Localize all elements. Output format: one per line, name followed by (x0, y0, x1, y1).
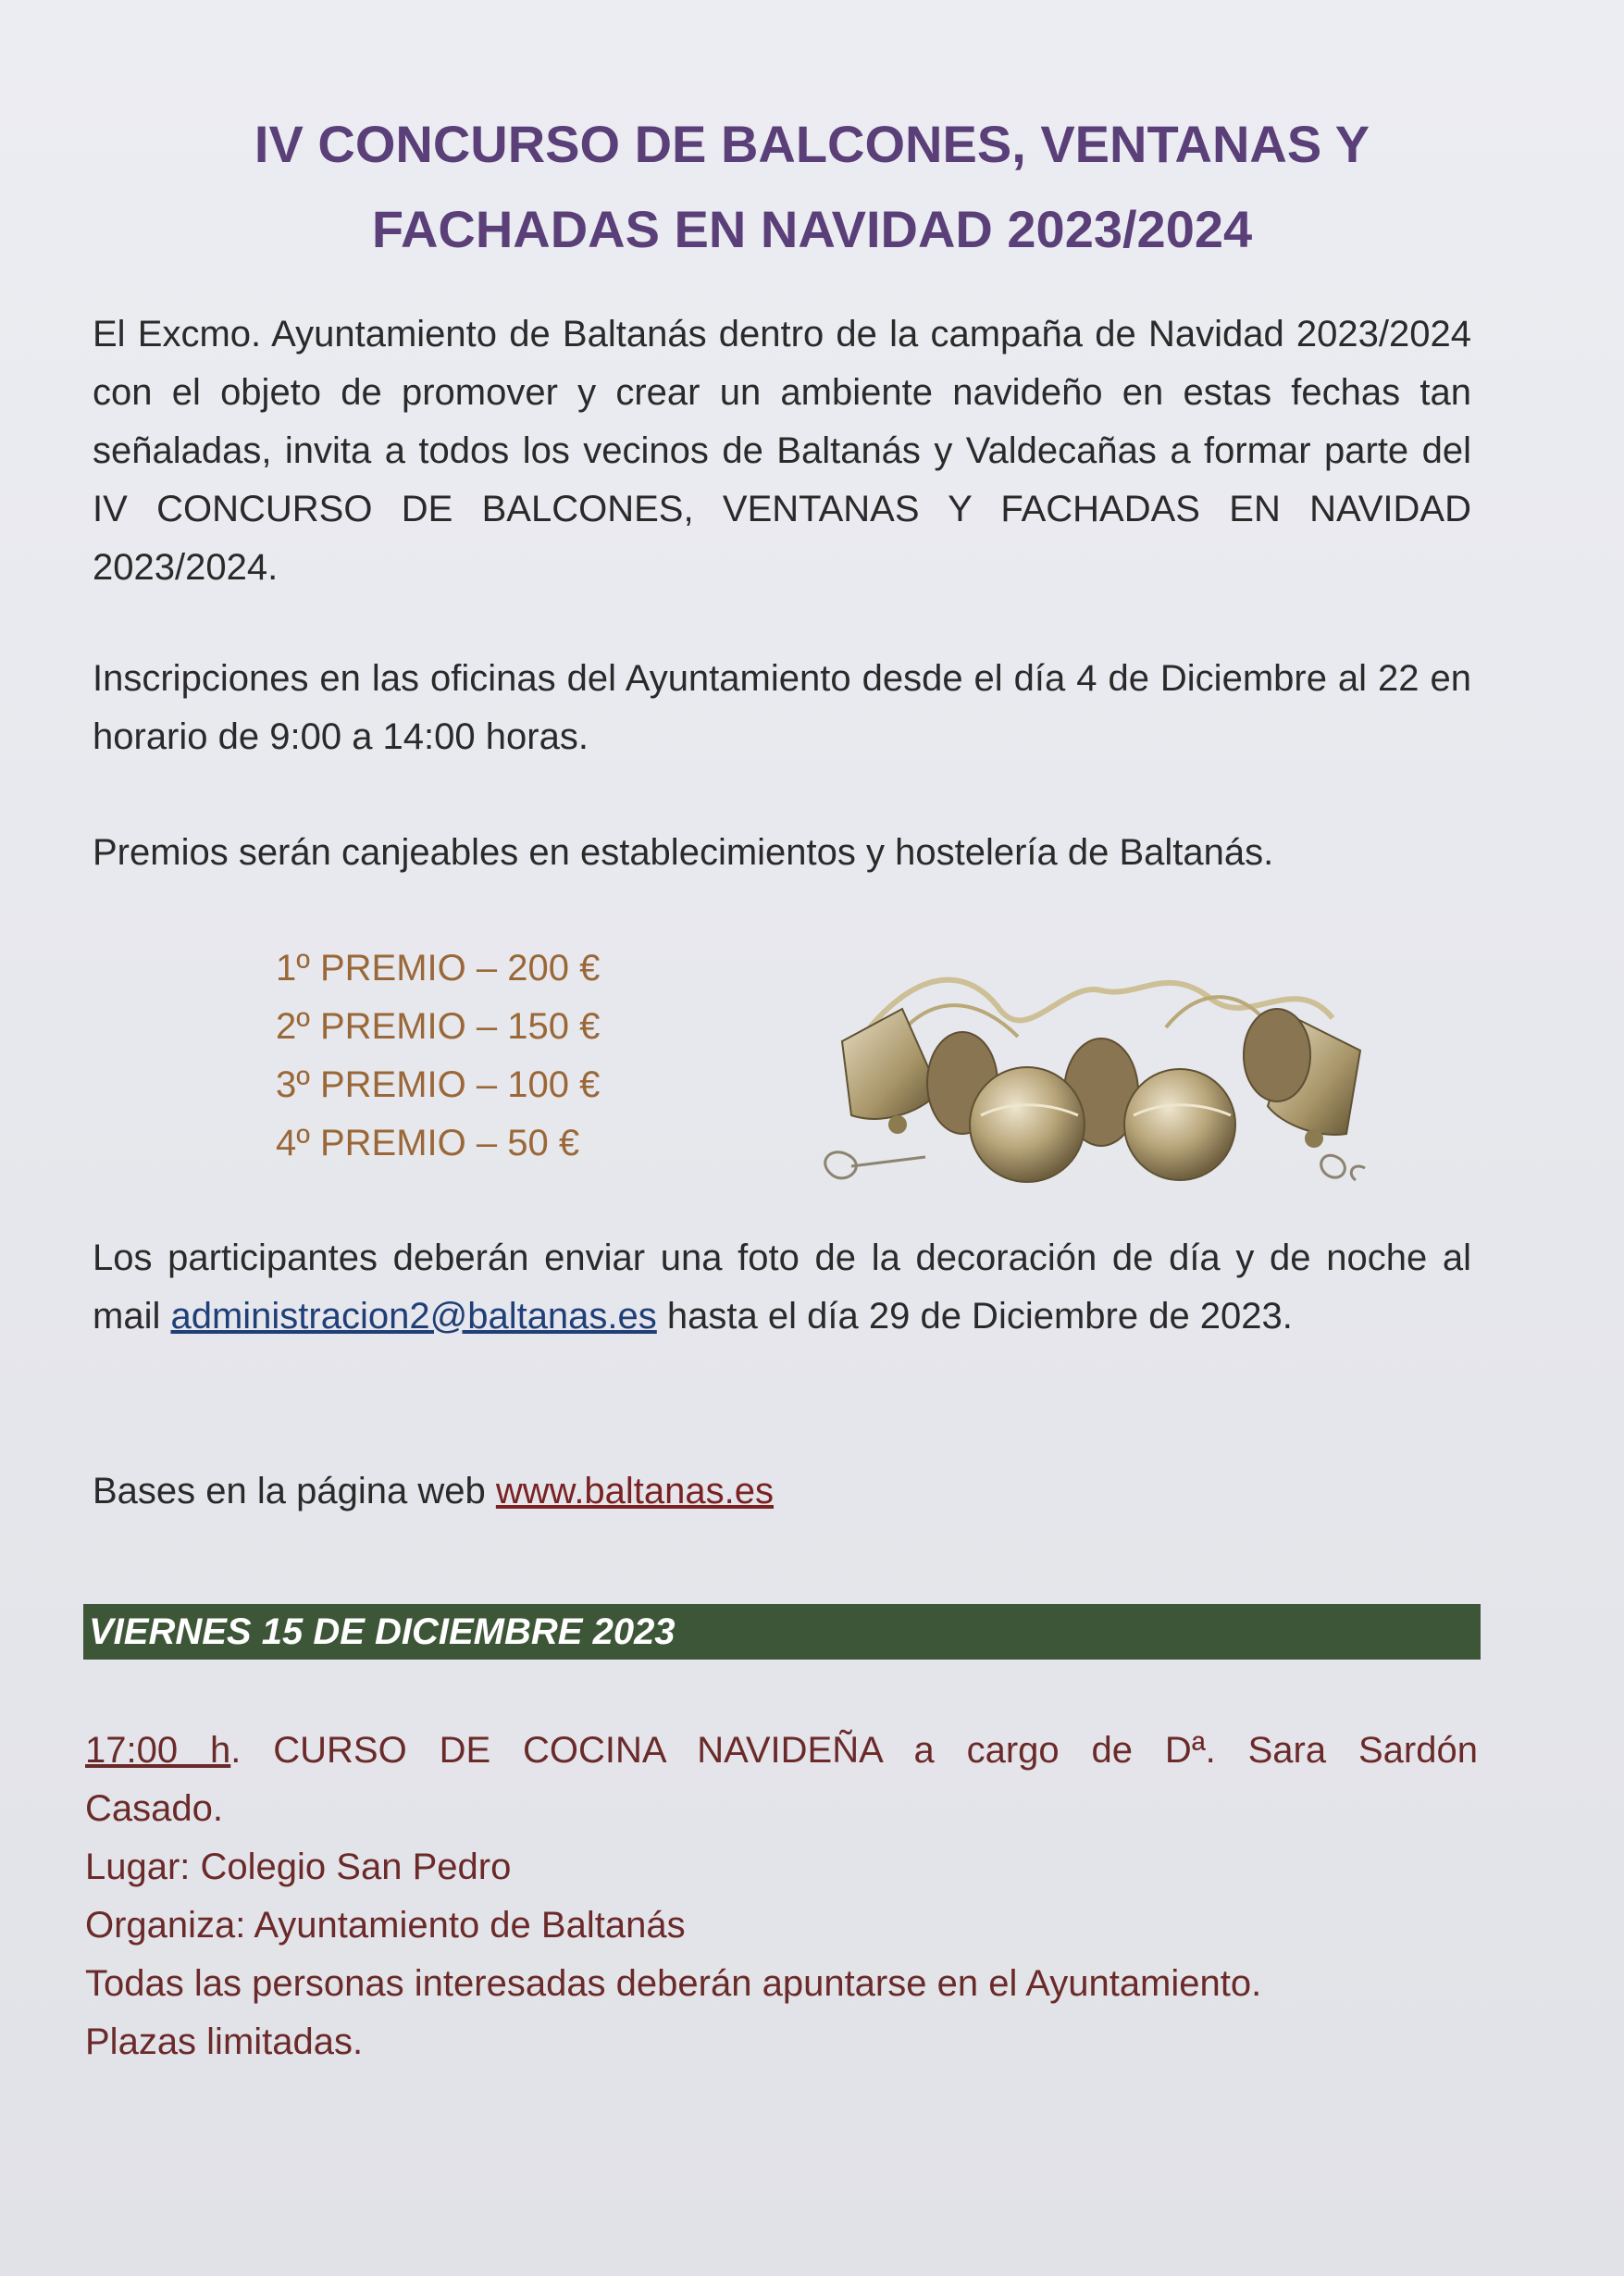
participants-paragraph (93, 1229, 1471, 1346)
event-time: 17:00 h (85, 1730, 231, 1771)
intro-paragraph: El Excmo. Ayuntamiento de Baltanás dentro de la campaña de Navidad 2023/2024 con el objeto de promover y crear un ambiente navideño en estas fechas tan señaladas, invita a todos los vecinos de Baltanás y Valdecañas a formar parte del IV CONCURSO DE BALCONES, VENTANAS Y FACHADAS EN NAVIDAD 2023/2024. (93, 314, 1471, 588)
event-organizer: Organiza: Ayuntamiento de Baltanás (85, 1905, 686, 1946)
rules-text: Bases en la página web (93, 1471, 496, 1511)
date-banner: VIERNES 15 DE DICIEMBRE 2023 (83, 1604, 1481, 1660)
prize-item: 4º PREMIO – 50 € (276, 1123, 580, 1163)
rules-paragraph (93, 1462, 1471, 1521)
prize-list (276, 939, 600, 1173)
event-place: Lugar: Colegio San Pedro (85, 1847, 512, 1887)
event-title: . CURSO DE COCINA NAVIDEÑA a cargo de Dª. Sara Sardón (230, 1730, 1478, 1771)
prize-item: 3º PREMIO – 100 € (276, 1064, 601, 1105)
christmas-ornament-icon (814, 953, 1388, 1213)
participants-text-end: hasta el día 29 de Diciembre de 2023. (656, 1296, 1293, 1337)
email-link[interactable]: administracion2@baltanas.es (170, 1296, 657, 1337)
event-limit: Plazas limitadas. (85, 2021, 364, 2062)
prize-item: 1º PREMIO – 200 € (276, 948, 601, 989)
title-line-1: IV CONCURSO DE BALCONES, VENTANAS Y (254, 115, 1370, 173)
prizes-note: Premios serán canjeables en establecimientos y hostelería de Baltanás. (93, 832, 1274, 873)
participants-text: Los participantes deberán enviar una foto de la decoración de día y de noche al mail (93, 1237, 1471, 1337)
prize-item: 2º PREMIO – 150 € (276, 1006, 601, 1047)
inscriptions-paragraph: Inscripciones en las oficinas del Ayuntamiento desde el día 4 de Diciembre al 22 en horario de 9:00 a 14:00 horas. (93, 658, 1471, 757)
title-line-2: FACHADAS EN NAVIDAD 2023/2024 (371, 200, 1253, 258)
event-title-line (85, 1722, 1478, 1780)
website-link[interactable]: www.baltanas.es (495, 1471, 775, 1511)
page-title (0, 102, 1624, 272)
event-title-cont: Casado. (85, 1788, 223, 1829)
event-note: Todas las personas interesadas deberán apuntarse en el Ayuntamiento. (85, 1963, 1262, 2004)
event-block (85, 1722, 1478, 2071)
